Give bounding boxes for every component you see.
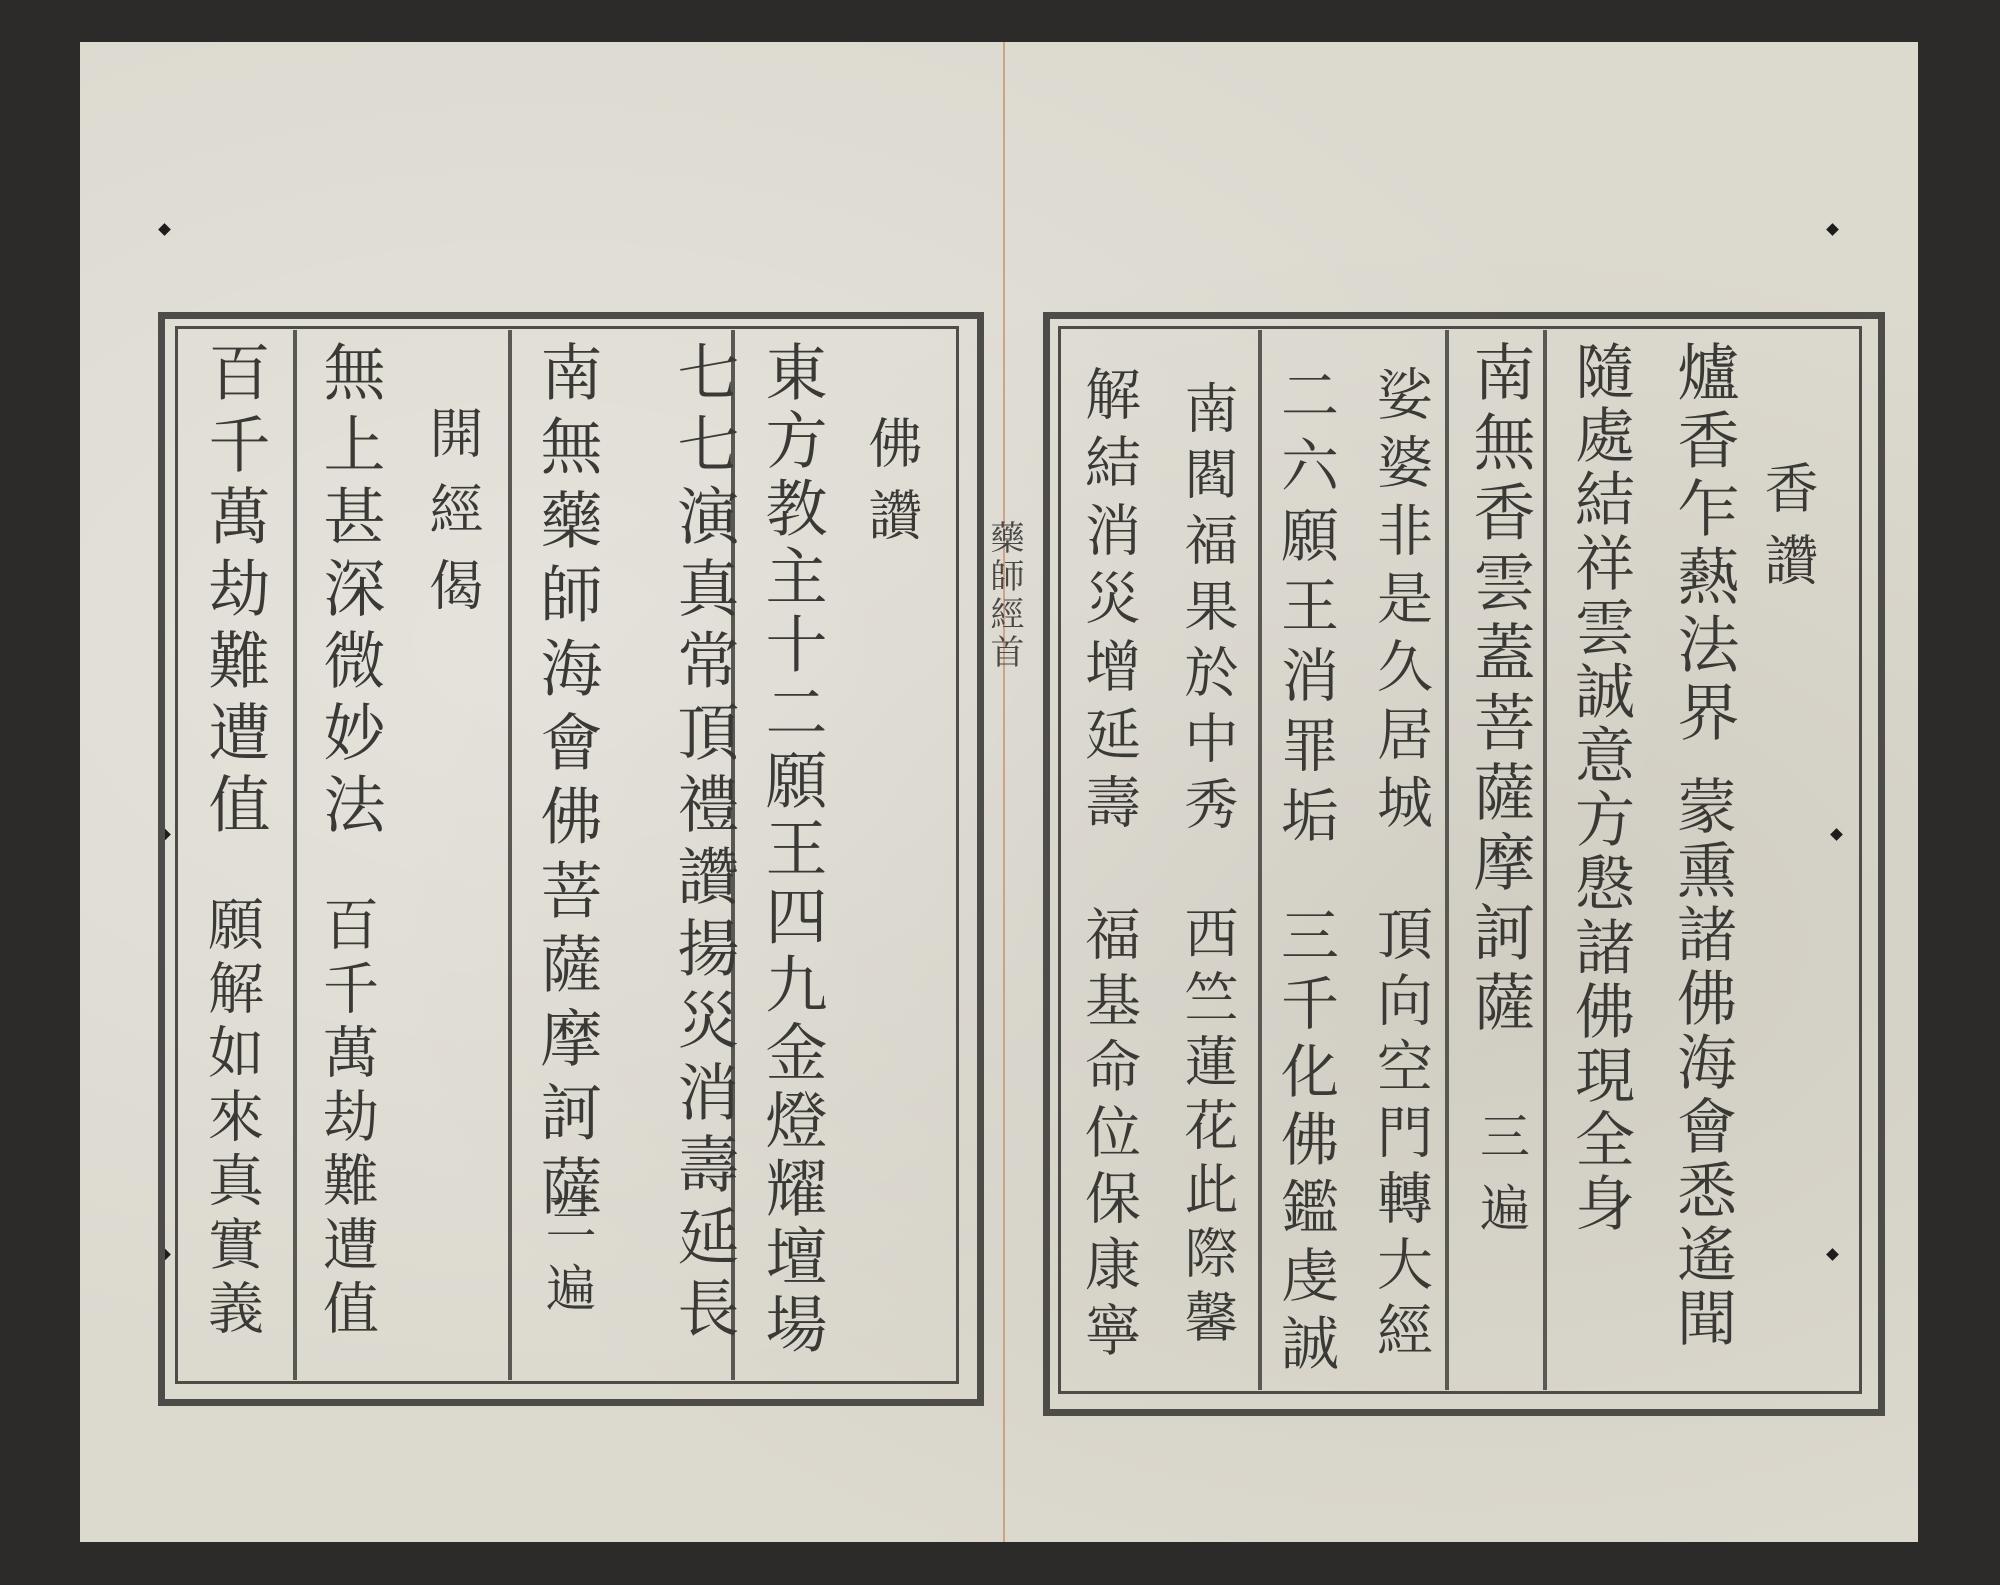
column-rule [1445,330,1449,1390]
column-rule [1543,330,1547,1390]
column-rule [1258,330,1262,1390]
text-column: 南閻福果於中秀 [1176,380,1239,842]
text-column: 百千萬劫難遭值 [314,895,379,1343]
text-column: 西竺蓮花此際馨 [1176,905,1239,1353]
repeat-note: 三遍 [1472,1110,1530,1254]
text-column: 福基命位保康寧 [1076,905,1141,1367]
text-column: 三千化佛鑑虔誠 [1271,905,1339,1381]
heading-xiang-zan: 香讚 [1756,460,1819,604]
text-column: 南無香雲蓋菩薩摩訶薩 [1463,340,1536,1040]
text-column: 隨處結祥雲誠意方慇諸佛現全身 [1565,340,1635,1236]
text-column: 百千萬劫難遭值 [198,340,271,844]
text-column: 願解如來真實義 [199,895,264,1343]
text-column: 蒙熏諸佛海會悉遙聞 [1667,775,1737,1351]
text-column: 爐香乍爇法界 [1667,340,1740,748]
text-column: 無上甚深微妙法 [313,340,386,844]
text-column: 解結消災增延壽 [1076,365,1141,841]
text-column: 南無藥師海會佛菩薩摩訶薩 [530,340,603,1228]
repeat-note: 三遍 [538,1190,596,1334]
text-column: 東方教主十二願王四九金燈耀壇場 [755,340,828,1360]
column-rule [508,330,512,1380]
center-title: 藥師經首 [984,520,1024,672]
heading-kai-jing-ji: 開經偈 [421,405,484,633]
text-column: 頂向空門轉大經 [1368,905,1433,1367]
text-column: 二六願王消罪垢 [1271,365,1339,855]
text-column: 娑婆非是久居城 [1368,365,1433,841]
text-column: 七七演真常頂禮讚揚災消壽延長 [667,340,740,1348]
heading-fo-zan: 佛讚 [860,415,923,559]
center-fold-line [1003,42,1005,1542]
column-rule [293,330,297,1380]
